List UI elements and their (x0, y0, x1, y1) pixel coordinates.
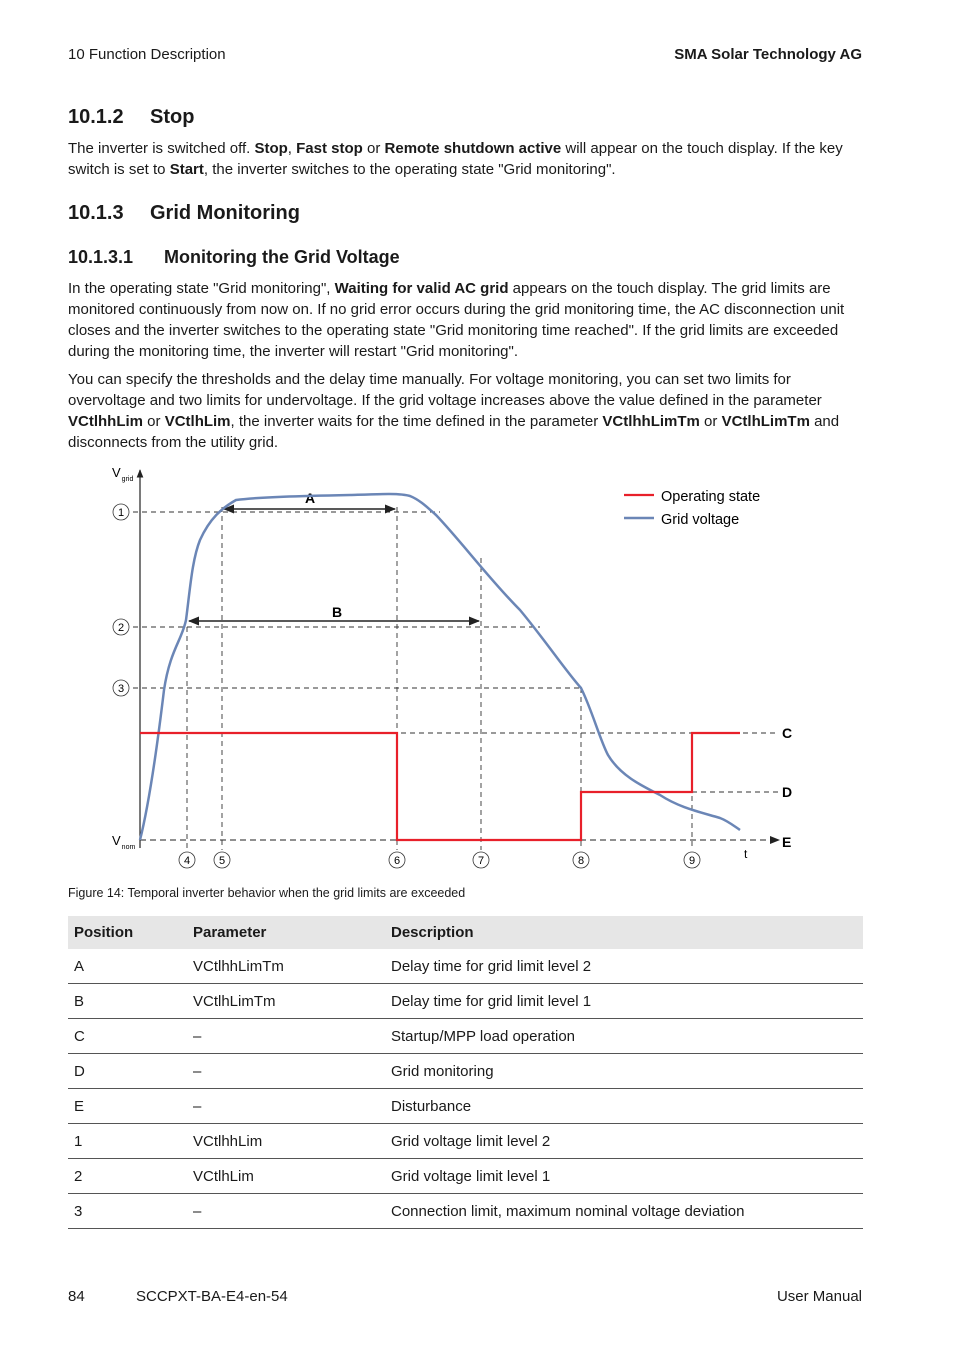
level-marker-2-text: 2 (117, 622, 125, 634)
level-marker-1-text: 1 (117, 507, 125, 519)
state-c-label: C (782, 725, 793, 741)
state-e-label: E (782, 834, 792, 850)
x-axis-label: t (744, 847, 748, 861)
x-axis-arrowhead (770, 836, 780, 844)
interval-b-label: B (332, 604, 343, 620)
cell-parameter: VCtlhLim (187, 1159, 385, 1194)
time-marker-7-text: 7 (477, 855, 485, 867)
state-d-label: D (782, 784, 793, 800)
stop-paragraph: The inverter is switched off. Stop, Fast stop or Remote shutdown active will appear on the touch display. If the key switch is set to Start, the inverter switches to the operating state "Grid monitoring". (68, 140, 843, 178)
header-parameter: Parameter (187, 916, 385, 949)
cell-parameter: VCtlhhLimTm (187, 949, 385, 984)
cell-description: Delay time for grid limit level 2 (385, 949, 863, 984)
cell-position: C (68, 1019, 187, 1054)
table-row (68, 1089, 863, 1124)
time-marker-6-text: 6 (393, 855, 401, 867)
cell-description: Grid voltage limit level 1 (385, 1159, 863, 1194)
cell-description: Grid voltage limit level 2 (385, 1124, 863, 1159)
cell-position: 2 (68, 1159, 187, 1194)
header-position: Position (68, 916, 187, 949)
parameter-table (68, 916, 863, 1229)
cell-position: 1 (68, 1124, 187, 1159)
time-marker-9-text: 9 (688, 855, 696, 867)
table-row (68, 1019, 863, 1054)
header-section: 10 Function Description (68, 46, 226, 63)
cell-description: Disturbance (385, 1089, 863, 1124)
cell-parameter: – (187, 1194, 385, 1229)
table-row (68, 1124, 863, 1159)
footer-document-id: SCCPXT-BA-E4-en-54 (136, 1288, 288, 1305)
table-row (68, 949, 863, 984)
cell-position: A (68, 949, 187, 984)
figure-caption: Figure 14: Temporal inverter behavior when the grid limits are exceeded (68, 886, 466, 900)
cell-parameter: – (187, 1019, 385, 1054)
heading-stop: 10.1.2 Stop (68, 106, 195, 128)
legend-operating-state-label: Operating state (661, 489, 761, 505)
operating-state-line (140, 733, 740, 840)
y-axis-label: $V_{grid}$ (112, 465, 134, 483)
cell-position: 3 (68, 1194, 187, 1229)
time-marker-8-text: 8 (577, 855, 585, 867)
interval-a-label: A (305, 490, 316, 506)
cell-description: Grid monitoring (385, 1054, 863, 1089)
footer-title: User Manual (776, 1288, 862, 1305)
time-marker-5-text: 5 (218, 855, 226, 867)
legend-grid-voltage-label: Grid voltage (661, 512, 740, 528)
table-row (68, 1194, 863, 1229)
heading-grid-monitoring: 10.1.3 Grid Monitoring (68, 202, 300, 224)
cell-description: Connection limit, maximum nominal voltage deviation (385, 1194, 863, 1229)
cell-description: Delay time for grid limit level 1 (385, 984, 863, 1019)
cell-parameter: VCtlhhLim (187, 1124, 385, 1159)
time-marker-4-text: 4 (183, 855, 191, 867)
cell-parameter: – (187, 1089, 385, 1124)
table-row (68, 1159, 863, 1194)
cell-parameter: VCtlhLimTm (187, 984, 385, 1019)
table-header-row (68, 916, 863, 949)
cell-position: B (68, 984, 187, 1019)
origin-label: $V_{nom}$ (112, 833, 136, 851)
voltage-paragraph-1: In the operating state "Grid monitoring", Waiting for valid AC grid appears on the touch display. The grid limits are monitored continuously from now on. If no grid error occurs during the grid monitoring time, the AC disconnection unit closes and the inverter switches to the operating state "Grid monitoring time reached". If the grid limits are exceeded during the monitoring time, the inverter will restart "Grid monitoring". (68, 280, 845, 360)
header-description: Description (385, 916, 863, 949)
cell-position: D (68, 1054, 187, 1089)
grid-voltage-curve (140, 494, 740, 840)
level-marker-3-text: 3 (117, 683, 125, 695)
table-row (68, 1054, 863, 1089)
cell-parameter: – (187, 1054, 385, 1089)
footer-page-number: 84 (68, 1288, 85, 1305)
header-company: SMA Solar Technology AG (674, 46, 862, 63)
cell-description: Startup/MPP load operation (385, 1019, 863, 1054)
heading-monitoring-voltage: 10.1.3.1 Monitoring the Grid Voltage (68, 247, 400, 267)
voltage-paragraph-2: You can specify the thresholds and the delay time manually. For voltage monitoring, you can set two limits for overvoltage and two limits for undervoltage. If the grid voltage increases above the value defined in the parameter VCtlhhLim or VCtlhLim, the inverter waits for the time defined in the parameter VCtlhhLimTm or VCtlhLimTm and disconnects from the utility grid. (68, 371, 840, 451)
table-row (68, 984, 863, 1019)
cell-position: E (68, 1089, 187, 1124)
